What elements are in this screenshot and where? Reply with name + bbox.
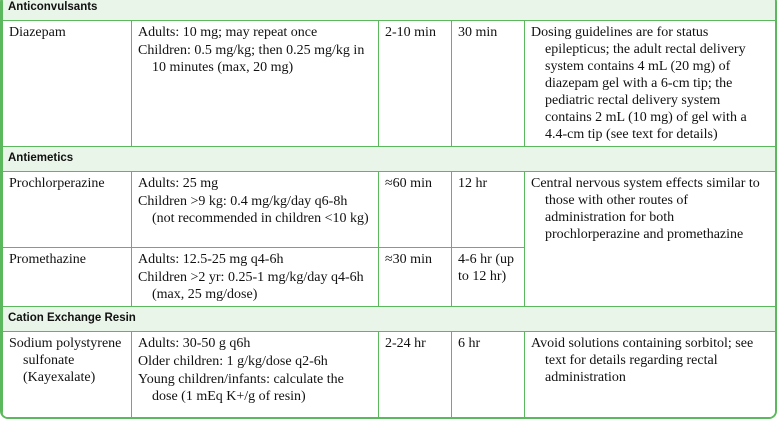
dose-line: Adults: 30-50 g q6h — [138, 336, 251, 351]
onset-cell — [379, 248, 452, 307]
table-row — [3, 21, 776, 147]
table-row — [3, 332, 776, 420]
dose-line: Children >9 kg: 0.4 mg/kg/day q6-8h (not recommended in children <10 kg) — [138, 194, 369, 226]
dose-line: Adults: 25 mg — [138, 176, 219, 191]
comments-text: Dosing guidelines are for status epilepticus; the adult rectal delivery system contains 4 mL (20 mg) of diazepam gel with a 6-cm tip; the pediatric rectal delivery system contains 2 mL (10 mg) of gel with a 4.4-cm tip (see text for details) — [531, 25, 747, 142]
onset-cell — [379, 21, 452, 147]
comments-cell — [525, 172, 776, 307]
section-title: Antiemetics — [3, 147, 776, 172]
drug-name: Prochlorperazine — [9, 176, 105, 191]
section-header-row — [3, 0, 776, 21]
drug-name-cell — [3, 21, 132, 147]
duration-cell — [452, 332, 525, 420]
onset-value: ≈60 min — [385, 176, 432, 191]
duration-value: 6 hr — [458, 336, 481, 351]
onset-value: 2-24 hr — [385, 336, 426, 351]
duration-cell — [452, 21, 525, 147]
duration-cell — [452, 172, 525, 248]
dose-cell — [132, 332, 379, 420]
dose-line: Older children: 1 g/kg/dose q2-6h — [138, 354, 328, 369]
dose-line: Adults: 12.5-25 mg q4-6h — [138, 252, 284, 267]
dose-line: Children >2 yr: 0.25-1 mg/kg/day q4-6h (max, 25 mg/dose) — [138, 270, 364, 302]
drug-name: Promethazine — [9, 252, 86, 267]
dose-cell — [132, 248, 379, 307]
onset-cell — [379, 172, 452, 248]
section-title: Cation Exchange Resin — [3, 307, 776, 332]
dose-line: Children: 0.5 mg/kg; then 0.25 mg/kg in 10 minutes (max, 20 mg) — [138, 43, 365, 75]
comments-cell — [525, 332, 776, 420]
duration-value: 4-6 hr (up to 12 hr) — [458, 252, 514, 284]
section-header-row — [3, 147, 776, 172]
drug-name-cell — [3, 248, 132, 307]
table-row — [3, 172, 776, 248]
drug-name: Sodium polystyrene sulfonate (Kayexalate) — [9, 336, 122, 385]
comments-cell — [525, 21, 776, 147]
drug-name: Diazepam — [9, 25, 66, 40]
section-header-row — [3, 307, 776, 332]
comments-text: Central nervous system effects similar to those with other routes of administration for both prochlorperazine and promethazine — [531, 176, 760, 242]
duration-value: 30 min — [458, 25, 498, 40]
dose-cell — [132, 21, 379, 147]
duration-value: 12 hr — [458, 176, 488, 191]
duration-cell — [452, 248, 525, 307]
rectal-drugs-table — [2, 0, 776, 419]
onset-value: ≈30 min — [385, 252, 432, 267]
dose-line: Young children/infants: calculate the dose (1 mEq K+/g of resin) — [138, 372, 344, 404]
comments-text: Avoid solutions containing sorbitol; see text for details regarding rectal administration — [531, 336, 754, 385]
dose-cell — [132, 172, 379, 248]
drug-name-cell — [3, 332, 132, 420]
section-title: Anticonvulsants — [3, 0, 776, 21]
drug-name-cell — [3, 172, 132, 248]
onset-value: 2-10 min — [385, 25, 436, 40]
onset-cell — [379, 332, 452, 420]
dose-line: Adults: 10 mg; may repeat once — [138, 25, 318, 40]
